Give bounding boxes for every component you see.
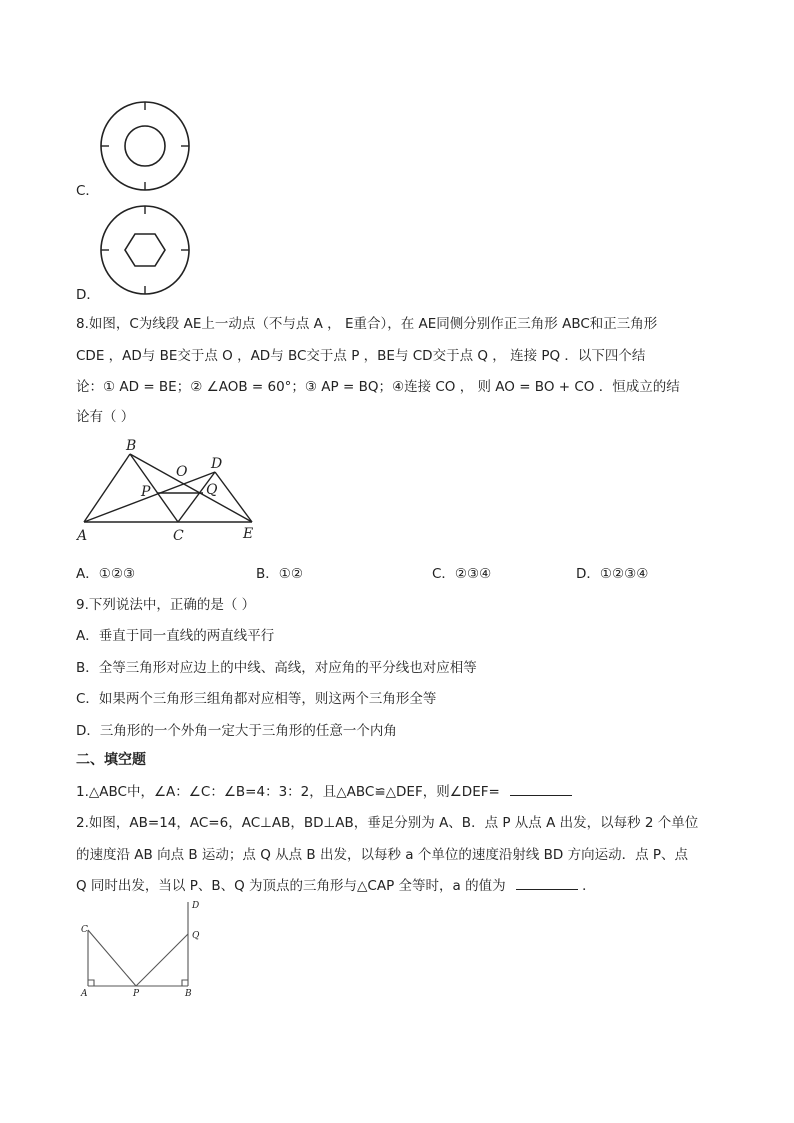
q8-label-o: O [176,464,188,480]
fill-2-label-d: D [192,901,200,911]
q8-label-p: P [141,484,151,500]
q9-option-a: A．垂直于同一直线的两直线平行 [76,628,275,644]
q8-line-3: 论：① AD = BE；② ∠AOB = 60°；③ AP = BQ；④连接 CO ， 则 AO = BO + CO ．恒成立的结 [76,379,680,395]
fill-2-label-q: Q [192,931,200,941]
fill-1 [76,780,572,800]
option-c-label: C． [76,183,99,199]
q8-line-4: 论有（ ） [76,409,135,425]
fill-2-line-3-text: Q 同时出发，当以 P、B、Q 为顶点的三角形与△CAP 全等时，a 的值为 [76,878,506,894]
q9-option-c: C．如果两个三角形三组角都对应相等，则这两个三角形全等 [76,691,437,707]
q8-label-b: B [126,438,137,454]
fill-2-right-angle-b [182,980,188,986]
q9-option-b: B．全等三角形对应边上的中线、高线，对应角的平分线也对应相等 [76,660,477,676]
fill-2-right-angle-a [88,980,94,986]
fill-2-line-3-end: ． [582,878,596,894]
fill-1-text: 1.△ABC中，∠A：∠C：∠B=4：3：2，且△ABC≌△DEF，则∠DEF= [76,784,500,800]
q8-option-a: A．①②③ [76,566,136,582]
q9-stem: 9.下列说法中，正确的是（ ） [76,597,256,613]
q8-label-q: Q [206,482,218,498]
fill-2-figure [74,896,214,1000]
option-d-hexagon [125,234,165,266]
q8-label-d: D [211,456,223,472]
fill-1-answer-blank[interactable] [510,783,572,796]
q8-segment-bc [130,454,178,522]
q9-option-d: D．三角形的一个外角一定大于三角形的任意一个内角 [76,723,397,739]
fill-2-segment-pq [136,934,188,986]
fill-2-label-p: P [133,989,140,999]
fill-2-line-2: 的速度沿 AB 向点 B 运动；点 Q 从点 B 出发，以每秒 a 个单位的速度沿射线 BD 方向运动．点 P、点 [76,847,689,863]
fill-2-label-a: A [81,989,88,999]
option-d-outer-circle [101,206,189,294]
fill-2-label-b: B [185,989,192,999]
q8-option-d: D．①②③④ [576,566,649,582]
q8-option-b: B．①② [256,566,303,582]
fill-2-label-c: C [81,925,88,935]
q8-segment-ab [84,454,130,522]
q8-figure [72,434,272,546]
q8-line-2: CDE ，AD与 BE交于点 O ，AD与 BC交于点 P ，BE与 CD交于点 Q ， 连接 PQ ．以下四个结 [76,348,646,364]
q8-label-a: A [77,528,88,544]
q8-segment-de [215,472,252,522]
q8-label-e: E [243,526,254,542]
fill-2-line-3 [76,874,596,894]
section-fill-in-title: 二、填空题 [76,752,146,768]
fill-2-segment-cp [88,930,136,986]
fill-2-line-1: 2.如图，AB=14，AC=6，AC⊥AB，BD⊥AB，垂足分别为 A、B．点 P 从点 A 出发，以每秒 2 个单位 [76,815,699,831]
option-c-figure [98,100,194,196]
q8-option-c: C．②③④ [432,566,492,582]
fill-2-answer-blank[interactable] [516,877,578,890]
option-c-outer-circle [101,102,189,190]
option-d-figure [98,204,194,300]
option-d-label: D． [76,287,100,303]
q8-line-1: 8.如图，C为线段 AE上一动点（不与点 A ， E重合），在 AE同侧分别作正三角形 ABC和正三角形 [76,316,658,332]
option-c-inner-circle [125,126,165,166]
q8-label-c: C [173,528,184,544]
